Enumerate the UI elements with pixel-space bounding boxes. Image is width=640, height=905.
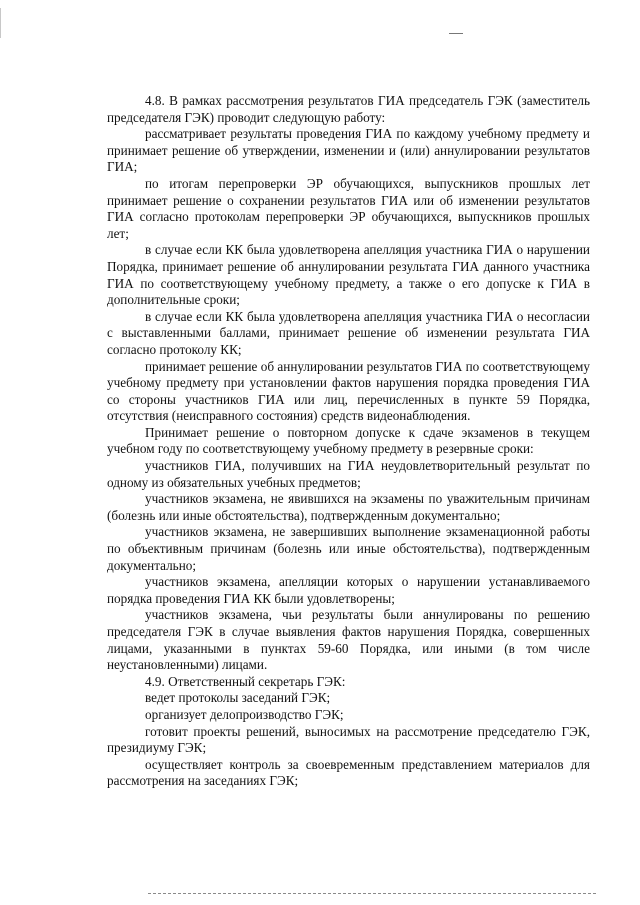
paragraph-readmission: Принимает решение о повторном допуске к сдаче экзаменов в текущем учебном году по соответствующему учебному предмету в резервные сроки: (107, 424, 590, 457)
paragraph-secretary-duty-3: готовит проекты решений, выносимых на рассмотрение председателю ГЭК, президиуму ГЭК; (107, 723, 590, 756)
document-body (107, 93, 590, 790)
paragraph-secretary-duty-4: осуществляет контроль за своевременным представлением материалов для рассмотрения на заседаниях ГЭК; (107, 756, 590, 789)
paragraph-readmission-item-5: участников экзамена, чьи результаты были аннулированы по решению председателя ГЭК в случае выявления фактов нарушения Порядка, совершенных лицами, указанными в пунктах 59-60 Порядка, или иными (в том числе неустановленными) лицами. (107, 607, 590, 673)
paragraph-4-9: 4.9. Ответственный секретарь ГЭК: (145, 673, 346, 689)
paragraph-review-results: рассматривает результаты проведения ГИА по каждому учебному предмету и принимает решение об утверждении, изменении и (или) аннулировании результатов ГИА; (107, 126, 590, 175)
paragraph-readmission-item-2: участников экзамена, не явившихся на экзамены по уважительным причинам (болезнь или иные обстоятельства), подтвержденным документально; (107, 491, 590, 523)
scan-dash-mark (449, 33, 463, 34)
paragraph-readmission-item-1: участников ГИА, получивших на ГИА неудовлетворительный результат по одному из обязательных учебных предметов; (107, 458, 590, 490)
paragraph-readmission-item-3: участников экзамена, не завершивших выполнение экзаменационной работы по объективным причинам (болезнь или иные обстоятельства), подтвержденным документально; (107, 524, 590, 573)
paragraph-recheck-decision: по итогам перепроверки ЭР обучающихся, выпускников прошлых лет принимает решение о сохранении результатов ГИА или об изменении результатов ГИА согласно протоколам перепроверки ЭР обучающихся, выпускников прошлых лет; (107, 175, 590, 241)
paragraph-appeal-scores: в случае если КК была удовлетворена апелляция участника ГИА о несогласии с выставленными баллами, принимает решение об изменении результата ГИА согласно протоколу КК; (107, 308, 590, 357)
paragraph-4-8: 4.8. В рамках рассмотрения результатов ГИА председатель ГЭК (заместитель председателя ГЭК) проводит следующую работу: (107, 93, 590, 125)
scan-bottom-rule (148, 893, 596, 895)
paragraph-secretary-duty-1: ведет протоколы заседаний ГЭК; (145, 690, 331, 706)
paragraph-secretary-duty-2: организует делопроизводство ГЭК; (145, 706, 344, 722)
scan-edge-mark (0, 8, 1, 38)
paragraph-readmission-item-4: участников экзамена, апелляции которых о нарушении устанавливаемого порядка проведения ГИА КК были удовлетворены; (107, 574, 590, 606)
paragraph-appeal-procedure: в случае если КК была удовлетворена апелляция участника ГИА о нарушении Порядка, принимает решение об аннулировании результата ГИА данного участника ГИА по соответствующему учебному предмету, а также о его допуске к ГИА в дополнительные сроки; (107, 242, 590, 308)
paragraph-annulment: принимает решение об аннулировании результатов ГИА по соответствующему учебному предмету при установлении фактов нарушения порядка проведения ГИА со стороны участников ГИА или лиц, перечисленных в пункте 59 Порядка, отсутствия (неисправного состояния) средств видеонаблюдения. (107, 358, 590, 424)
